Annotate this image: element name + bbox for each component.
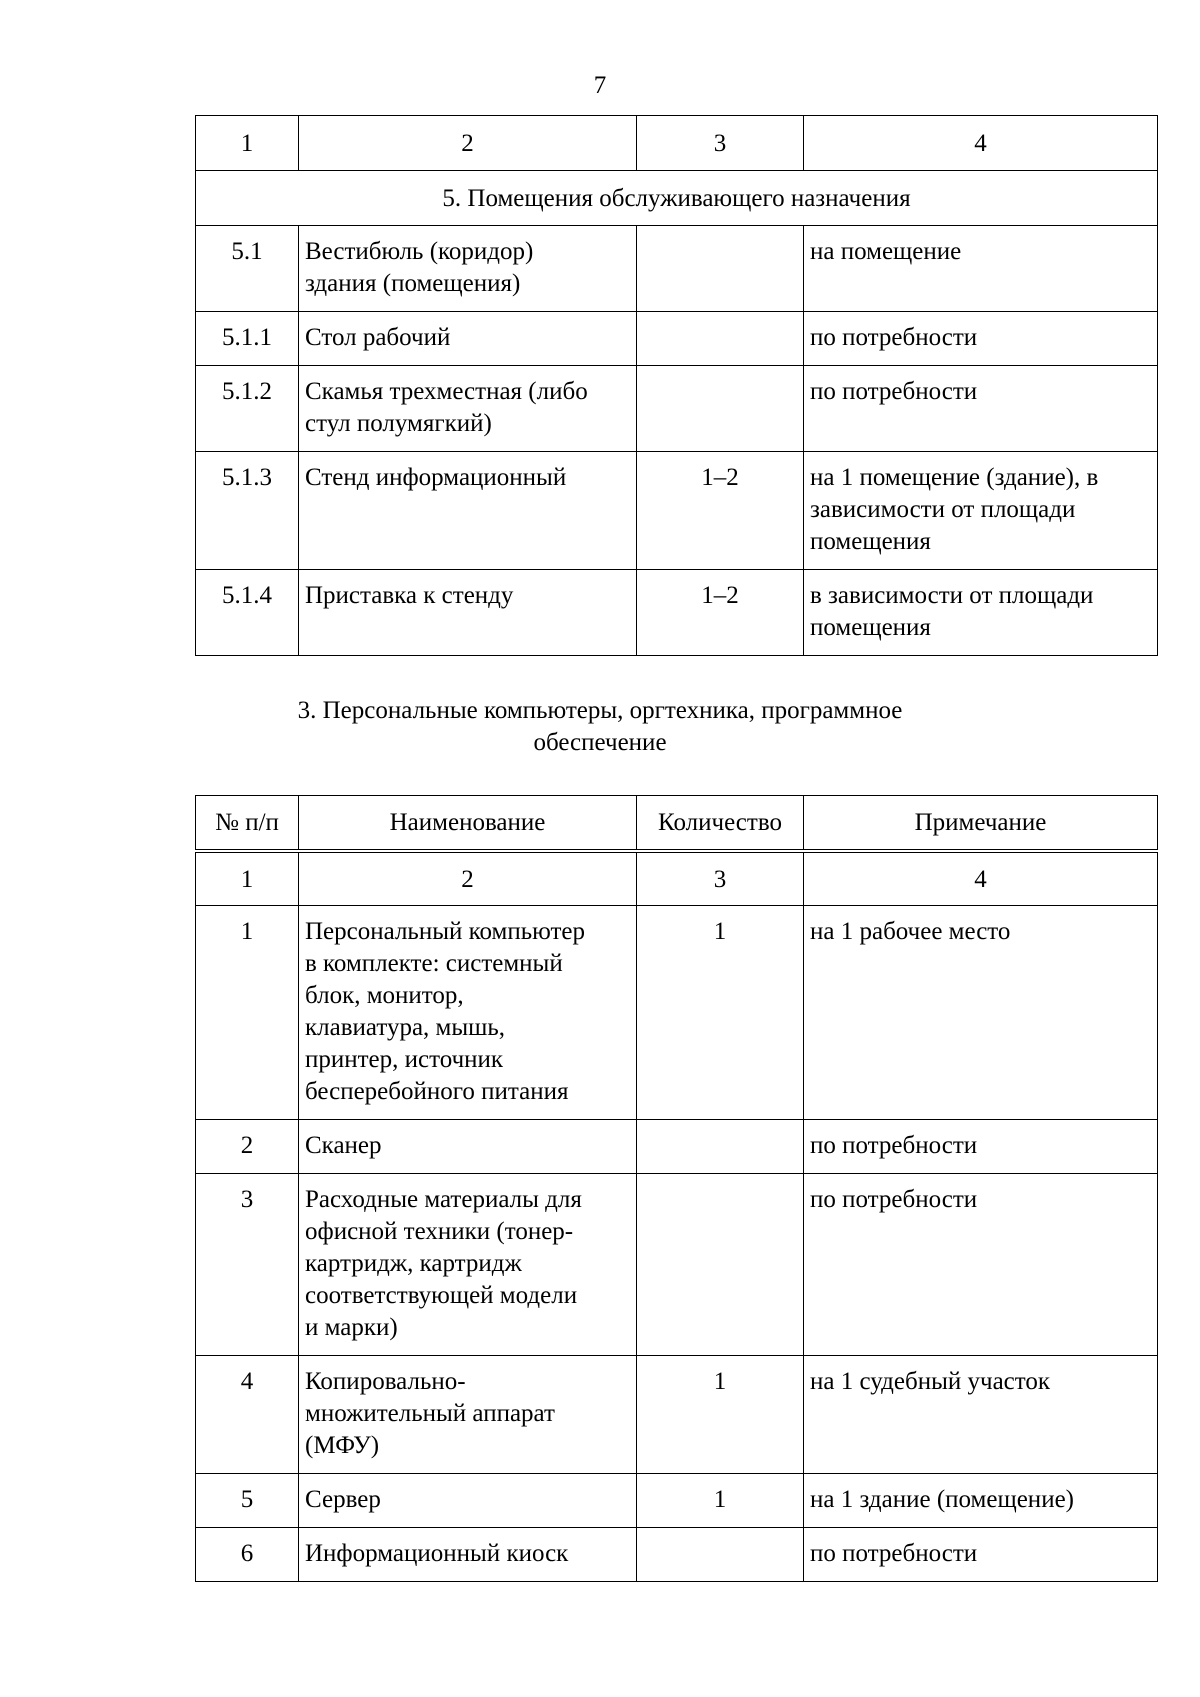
row-number-cell: 6 xyxy=(196,1528,299,1582)
row-number-cell: 5.1.4 xyxy=(196,570,299,656)
cell-text-line: и марки) xyxy=(305,1314,398,1341)
column-number-row xyxy=(196,851,1158,906)
cell-text-line: бесперебойного питания xyxy=(305,1078,569,1105)
note-cell xyxy=(804,1528,1158,1582)
cell-text-line: Приставка к стенду xyxy=(305,582,514,609)
item-name-cell xyxy=(299,1474,637,1528)
row-number-cell: 5.1.3 xyxy=(196,452,299,570)
cell-text-line: соответствующей модели xyxy=(305,1282,578,1309)
item-name-cell xyxy=(299,906,637,1120)
note-cell xyxy=(804,1174,1158,1356)
cell-text-line: по потребности xyxy=(810,1540,978,1567)
cell-text-line: клавиатура, мышь, xyxy=(305,1014,506,1041)
column-number-cell: 4 xyxy=(804,116,1158,171)
note-cell xyxy=(804,570,1158,656)
table-header-row xyxy=(196,796,1158,851)
cell-text-line: принтер, источник xyxy=(305,1046,504,1073)
cell-text-line: Расходные материалы для xyxy=(305,1186,582,1213)
cell-text-line: блок, монитор, xyxy=(305,982,464,1009)
note-cell xyxy=(804,312,1158,366)
cell-text-line: на 1 помещение (здание), в xyxy=(810,464,1099,491)
cell-text-line: Скамья трехместная (либо xyxy=(305,378,588,405)
quantity-cell: 1–2 xyxy=(637,570,804,656)
column-number-cell: 4 xyxy=(804,851,1158,906)
cell-text-line: зависимости от площади xyxy=(810,496,1076,523)
note-cell xyxy=(804,1474,1158,1528)
cell-text-line: Сканер xyxy=(305,1132,382,1159)
row-number-cell: 1 xyxy=(196,906,299,1120)
cell-text-line: на 1 рабочее место xyxy=(810,918,1011,945)
row-number-cell: 2 xyxy=(196,1120,299,1174)
column-number-cell: 3 xyxy=(637,116,804,171)
cell-text-line: Стенд информационный xyxy=(305,464,567,491)
note-cell xyxy=(804,906,1158,1120)
item-name-cell xyxy=(299,312,637,366)
quantity-cell xyxy=(637,312,804,366)
row-number-cell: 5.1.2 xyxy=(196,366,299,452)
cell-text-line: (МФУ) xyxy=(305,1432,380,1459)
cell-text-line: Копировально- xyxy=(305,1368,466,1395)
section-title-line: обеспечение xyxy=(533,729,667,756)
cell-text-line: на помещение xyxy=(810,238,962,265)
column-number-cell: 2 xyxy=(299,116,637,171)
quantity-cell xyxy=(637,226,804,312)
note-cell xyxy=(804,1120,1158,1174)
column-number-cell: 3 xyxy=(637,851,804,906)
item-name-cell xyxy=(299,452,637,570)
table-row xyxy=(196,1120,1158,1174)
cell-text-line: здания (помещения) xyxy=(305,270,521,297)
section-title-line: 3. Персональные компьютеры, оргтехника, программное xyxy=(297,697,903,724)
cell-text-line: картридж, картридж xyxy=(305,1250,522,1277)
header-cell-number: № п/п xyxy=(196,796,299,851)
quantity-cell: 1–2 xyxy=(637,452,804,570)
table-row xyxy=(196,1528,1158,1582)
cell-text-line: стул полумягкий) xyxy=(305,410,492,437)
item-name-cell xyxy=(299,570,637,656)
table-row xyxy=(196,1474,1158,1528)
column-number-cell: 2 xyxy=(299,851,637,906)
section-heading: 5. Помещения обслуживающего назначения xyxy=(196,171,1158,226)
header-cell-quantity: Количество xyxy=(637,796,804,851)
section-title xyxy=(0,695,1200,759)
section-heading-row xyxy=(196,171,1158,226)
cell-text-line: по потребности xyxy=(810,378,978,405)
quantity-cell: 1 xyxy=(637,906,804,1120)
item-name-cell xyxy=(299,1528,637,1582)
table-row xyxy=(196,366,1158,452)
note-cell xyxy=(804,452,1158,570)
row-number-cell: 4 xyxy=(196,1356,299,1474)
note-cell xyxy=(804,1356,1158,1474)
table-row xyxy=(196,1356,1158,1474)
note-cell xyxy=(804,226,1158,312)
equipment-table-computers xyxy=(195,795,1158,1582)
cell-text-line: на 1 судебный участок xyxy=(810,1368,1051,1395)
quantity-cell xyxy=(637,1528,804,1582)
cell-text-line: помещения xyxy=(810,528,931,555)
item-name-cell xyxy=(299,1174,637,1356)
equipment-table-rooms xyxy=(195,115,1158,656)
cell-text-line: в зависимости от площади xyxy=(810,582,1094,609)
table-row xyxy=(196,1174,1158,1356)
row-number-cell: 5.1 xyxy=(196,226,299,312)
cell-text-line: Вестибюль (коридор) xyxy=(305,238,534,265)
table-row xyxy=(196,312,1158,366)
table-row xyxy=(196,570,1158,656)
quantity-cell: 1 xyxy=(637,1474,804,1528)
item-name-cell xyxy=(299,1120,637,1174)
item-name-cell xyxy=(299,1356,637,1474)
quantity-cell xyxy=(637,366,804,452)
cell-text-line: офисной техники (тонер- xyxy=(305,1218,574,1245)
cell-text-line: по потребности xyxy=(810,1132,978,1159)
row-number-cell: 5 xyxy=(196,1474,299,1528)
item-name-cell xyxy=(299,226,637,312)
table-row xyxy=(196,452,1158,570)
table-row xyxy=(196,906,1158,1120)
column-number-cell: 1 xyxy=(196,851,299,906)
item-name-cell xyxy=(299,366,637,452)
note-cell xyxy=(804,366,1158,452)
quantity-cell xyxy=(637,1120,804,1174)
header-cell-name: Наименование xyxy=(299,796,637,851)
header-cell-note: Примечание xyxy=(804,796,1158,851)
cell-text-line: Стол рабочий xyxy=(305,324,451,351)
cell-text-line: в комплекте: системный xyxy=(305,950,563,977)
cell-text-line: по потребности xyxy=(810,1186,978,1213)
quantity-cell: 1 xyxy=(637,1356,804,1474)
row-number-cell: 3 xyxy=(196,1174,299,1356)
cell-text-line: по потребности xyxy=(810,324,978,351)
cell-text-line: Информационный киоск xyxy=(305,1540,569,1567)
cell-text-line: на 1 здание (помещение) xyxy=(810,1486,1074,1513)
column-number-row xyxy=(196,116,1158,171)
column-number-cell: 1 xyxy=(196,116,299,171)
table-row xyxy=(196,226,1158,312)
cell-text-line: Сервер xyxy=(305,1486,381,1513)
cell-text-line: множительный аппарат xyxy=(305,1400,555,1427)
quantity-cell xyxy=(637,1174,804,1356)
cell-text-line: помещения xyxy=(810,614,931,641)
page-number: 7 xyxy=(593,72,607,99)
row-number-cell: 5.1.1 xyxy=(196,312,299,366)
cell-text-line: Персональный компьютер xyxy=(305,918,585,945)
